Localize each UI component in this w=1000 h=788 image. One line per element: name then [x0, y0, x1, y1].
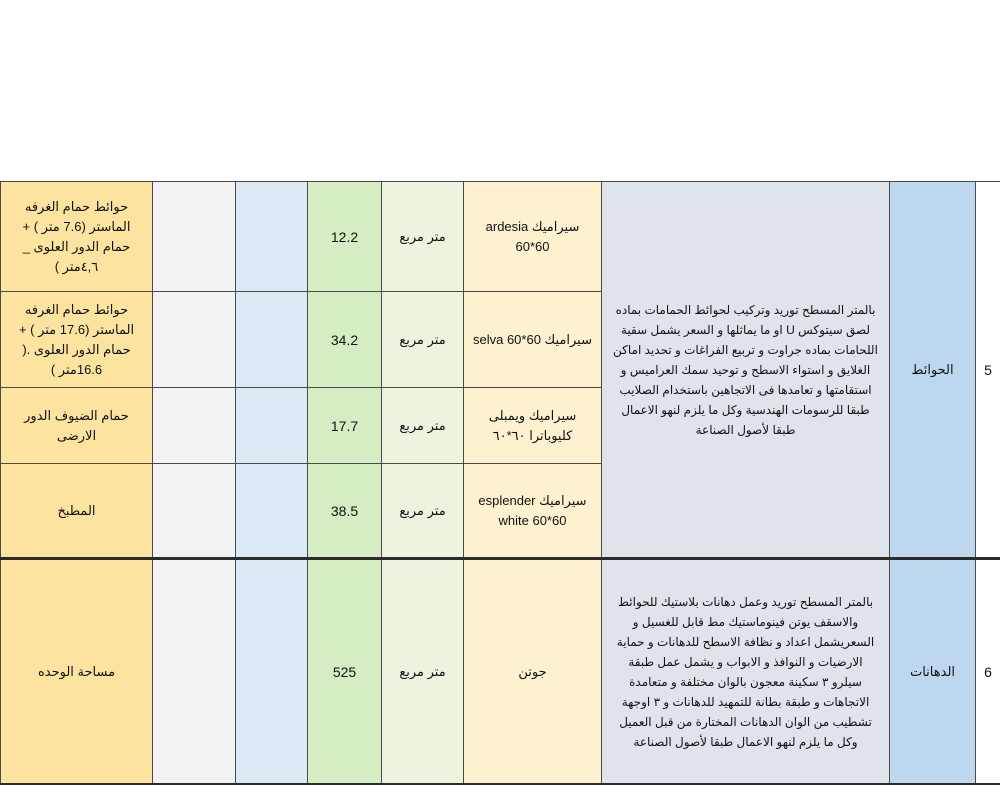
empty-cell — [236, 182, 308, 292]
empty-cell — [153, 388, 236, 464]
item-number-cell: 5 — [976, 182, 1000, 559]
empty-cell — [236, 464, 308, 559]
quantity-cell: 34.2 — [308, 292, 382, 388]
material-cell: جوتن — [464, 559, 602, 784]
quantity-cell: 17.7 — [308, 388, 382, 464]
material-cell: سيراميك esplender white 60*60 — [464, 464, 602, 559]
location-cell: مساحة الوحده — [1, 559, 153, 784]
unit-cell: متر مربع — [382, 292, 464, 388]
item-cell: الحوائط — [890, 182, 976, 559]
empty-cell — [153, 559, 236, 784]
empty-cell — [153, 182, 236, 292]
location-cell: حوائط حمام الغرفه الماستر (7.6 متر ) + حمام الدور العلوى _ ٤,٦متر ) — [1, 182, 153, 292]
unit-cell: متر مربع — [382, 182, 464, 292]
boq-table — [0, 181, 1000, 784]
empty-cell — [236, 388, 308, 464]
empty-cell — [153, 292, 236, 388]
unit-cell: متر مربع — [382, 559, 464, 784]
unit-cell: متر مربع — [382, 388, 464, 464]
table-row — [1, 559, 1000, 784]
material-cell: سيراميك ardesia 60*60 — [464, 182, 602, 292]
material-cell: سيراميك ويمبلى كليوباترا ٦٠*٦٠ — [464, 388, 602, 464]
quantity-cell: 38.5 — [308, 464, 382, 559]
location-cell: المطبخ — [1, 464, 153, 559]
quantity-cell: 12.2 — [308, 182, 382, 292]
unit-cell: متر مربع — [382, 464, 464, 559]
description-cell: بالمتر المسطح توريد وتركيب لحوائط الحمامات بماده لصق سيتوكس U او ما يماثلها و السعر يشمل سقية اللحامات بماده جراوت و تربيع الفراغات و تحديد اماكن الغلايق و استواء الاسطح و توحيد سمك العراميس و استقامتها و تعامدها فى الاتجاهين باستخدام الصلايب طبقا للرسومات الهندسية وكل ما يلزم لنهو الاعمال طبقا لأصول الصناعة — [602, 182, 890, 559]
empty-cell — [236, 292, 308, 388]
table-bottom-border — [0, 783, 1000, 785]
description-cell: بالمتر المسطح توريد وعمل دهانات بلاستيك للحوائط والاسقف يوتن فينوماستيك مط قابل للغسيل و السعريشمل اعداد و نظافة الاسطح للدهانات و حماية الارضيات و النوافذ و الابواب و يشمل عمل طبقة سيلرو ٣ سكينة معجون بالوان مختلفة و متعامدة الاتجاهات و طبقة بطانة للتمهيد للدهانات و ٣ اوجهة تشطيب من الوان الدهانات المختارة من قبل العميل وكل ما يلزم لنهو الاعمال طبقا لأصول الصناعة — [602, 559, 890, 784]
empty-cell — [236, 559, 308, 784]
bill-of-quantities-sheet — [0, 181, 1000, 788]
item-number-cell: 6 — [976, 559, 1000, 784]
quantity-cell: 525 — [308, 559, 382, 784]
location-cell: حمام الضيوف الدور الارضى — [1, 388, 153, 464]
location-cell: حوائط حمام الغرفه الماستر (17.6 متر ) + حمام الدور العلوى .( 16.6متر ) — [1, 292, 153, 388]
empty-cell — [153, 464, 236, 559]
item-cell: الدهانات — [890, 559, 976, 784]
material-cell: سيراميك selva 60*60 — [464, 292, 602, 388]
table-row — [1, 182, 1000, 292]
